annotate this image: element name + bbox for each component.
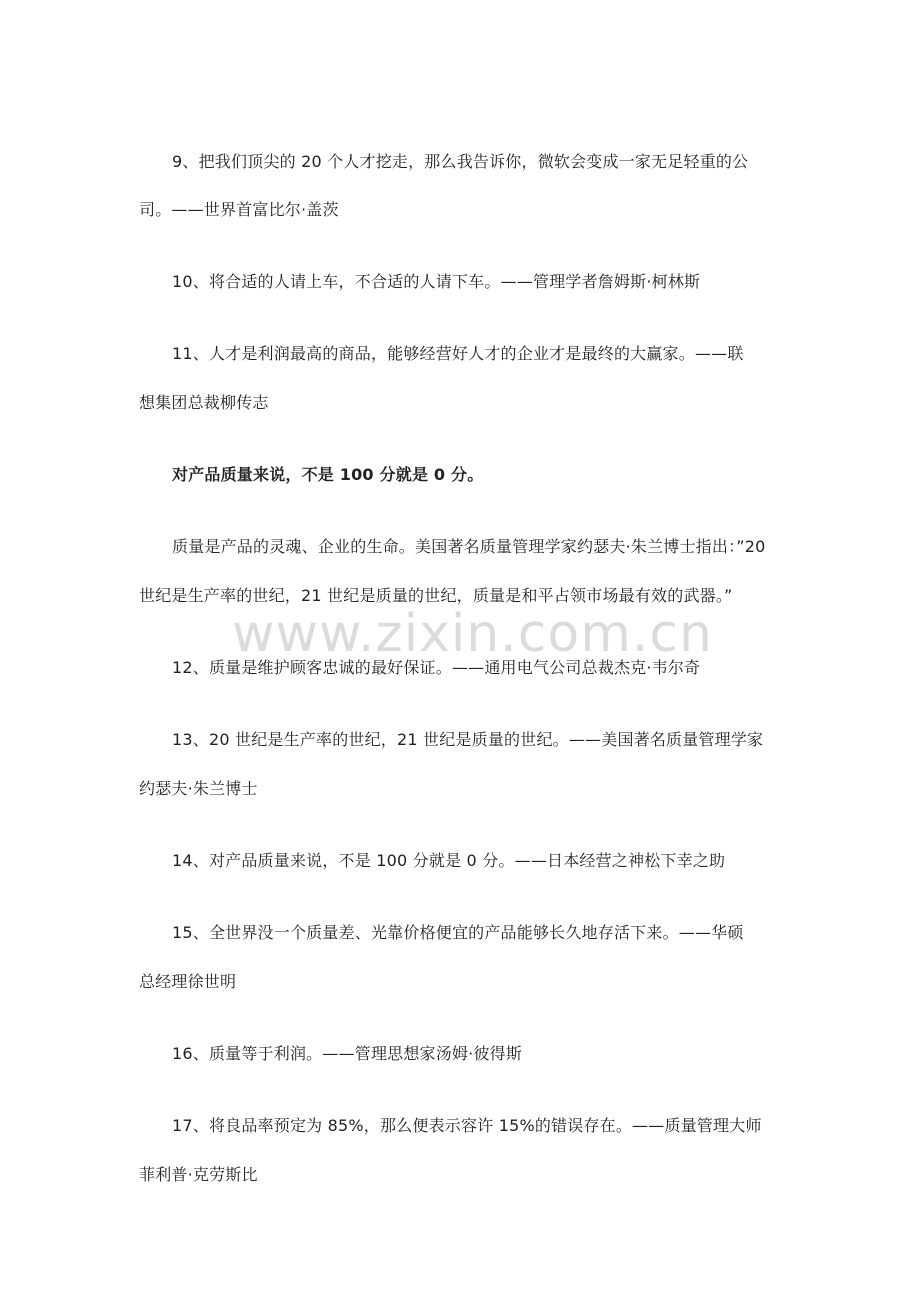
quote-13-line-1: 13、20 世纪是生产率的世纪，21 世纪是质量的世纪。——美国著名质量管理学家 bbox=[172, 730, 764, 749]
quote-11-line-2: 想集团总裁柳传志 bbox=[139, 393, 269, 412]
quote-11-line-1: 11、人才是利润最高的商品，能够经营好人才的企业才是最终的大赢家。——联 bbox=[172, 344, 744, 363]
quote-9-line-1: 9、把我们顶尖的 20 个人才挖走，那么我告诉你，微软会变成一家无足轻重的公 bbox=[172, 152, 749, 171]
watermark: www.zixin.com.cn bbox=[232, 604, 713, 664]
intro-paragraph-line-1: 质量是产品的灵魂、企业的生命。美国著名质量管理学家约瑟夫·朱兰博士指出：”20 bbox=[172, 537, 766, 556]
section-heading: 对产品质量来说，不是 100 分就是 0 分。 bbox=[172, 465, 484, 484]
quote-15-line-1: 15、全世界没一个质量差、光靠价格便宜的产品能够长久地存活下来。——华硕 bbox=[172, 923, 744, 942]
quote-17-line-2: 菲利普·克劳斯比 bbox=[139, 1165, 258, 1184]
quote-13-line-2: 约瑟夫·朱兰博士 bbox=[139, 779, 258, 798]
intro-paragraph-line-2: 世纪是生产率的世纪，21 世纪是质量的世纪，质量是和平占领市场最有效的武器。” bbox=[139, 586, 733, 605]
quote-14: 14、对产品质量来说，不是 100 分就是 0 分。——日本经营之神松下幸之助 bbox=[172, 851, 726, 870]
quote-9-line-2: 司。——世界首富比尔·盖茨 bbox=[139, 200, 339, 219]
quote-12: 12、质量是维护顾客忠诚的最好保证。——通用电气公司总裁杰克·韦尔奇 bbox=[172, 658, 701, 677]
quote-17-line-1: 17、将良品率预定为 85%，那么便表示容许 15%的错误存在。——质量管理大师 bbox=[172, 1116, 762, 1135]
quote-10: 10、将合适的人请上车，不合适的人请下车。——管理学者詹姆斯·柯林斯 bbox=[172, 272, 701, 291]
quote-16: 16、质量等于利润。——管理思想家汤姆·彼得斯 bbox=[172, 1044, 523, 1063]
quote-15-line-2: 总经理徐世明 bbox=[139, 972, 237, 991]
